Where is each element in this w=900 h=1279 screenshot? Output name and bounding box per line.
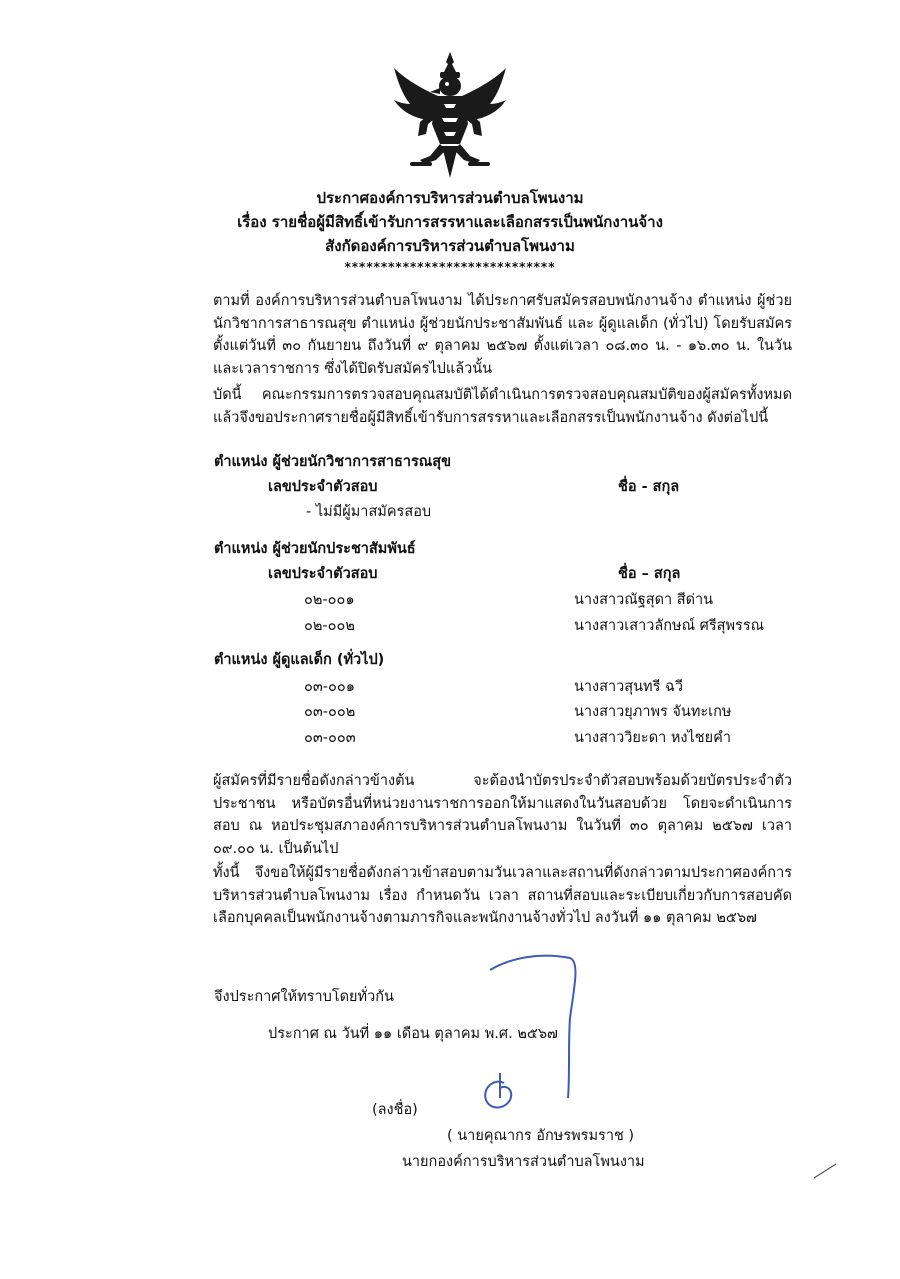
section3-title: ตำแหน่ง ผู้ดูแลเด็ก (ทั่วไป) <box>214 652 385 668</box>
header-subject: เรื่อง รายชื่อผู้มีสิทธิ์เข้ารับการสรรหาและเลือกสรรเป็นพนักงานจ้าง <box>237 213 663 231</box>
paragraph-3: ผู้สมัครที่มีรายชื่อดังกล่าวข้างต้น จะต้องนำบัตรประจำตัวสอบพร้อมด้วยบัตรประจำตัวประชาชน หรือบัตรอื่นที่หน่วยงานราชการออกให้มาแสดงในวันสอบด้วย โดยจะดำเนินการสอบ ณ หอประชุมสภาองค์การบริหารส่วนตำบลโพนงาม ในวันที่ ๓๐ ตุลาคม ๒๕๖๗ เวลา ๐๙.๐๐ น. เป็นต้นไป <box>213 773 792 857</box>
closing-paragraph-3 <box>116 770 792 860</box>
table-row-id: ๐๓-๐๐๒ <box>304 704 356 720</box>
garuda-emblem-icon <box>390 48 510 180</box>
table-row-id: ๐๒-๐๐๒ <box>304 618 355 634</box>
section1-title: ตำแหน่ง ผู้ช่วยนักวิชาการสาธารณสุข <box>214 454 451 470</box>
table-row-name: นางสาวณัฐสุดา สีด่าน <box>574 592 714 608</box>
announce-line: จึงประกาศให้ทราบโดยทั่วกัน <box>214 989 394 1005</box>
sign-label: (ลงชื่อ) <box>372 1102 418 1118</box>
paragraph-4: ทั้งนี้ จึงขอให้ผู้มีรายชื่อดังกล่าวเข้าสอบตามวันเวลาและสถานที่ดังกล่าวตามประกาศองค์การบริหารส่วนตำบลโพนงาม เรื่อง กำหนดวัน เวลา สถานที่สอบและระเบียบเกี่ยวกับการสอบคัดเลือกบุคคลเป็นพนักงานจ้างตามภารกิจและพนักงานจ้างทั่วไป ลงวันที่ ๑๑ ตุลาคม ๒๕๖๗ <box>213 865 792 926</box>
handwritten-signature-icon <box>470 948 600 1118</box>
table-row-id: ๐๒-๐๐๑ <box>304 592 355 608</box>
section2-col-id: เลขประจำตัวสอบ <box>268 566 378 582</box>
closing-paragraph-4 <box>116 862 792 930</box>
section1-col-id: เลขประจำตัวสอบ <box>268 479 378 495</box>
section2-col-name: ชื่อ – สกุล <box>618 566 681 582</box>
stray-mark-icon <box>810 1160 840 1182</box>
paragraph-2: บัดนี้ คณะกรรมการตรวจสอบคุณสมบัติได้ดำเนินการตรวจสอบคุณสมบัติของผู้สมัครทั้งหมด แล้วจึงขอประกาศรายชื่อผู้มีสิทธิ์เข้ารับการสรรหาและเลือกสรรเป็นพนักงานจ้าง ดังต่อไปนี้ <box>213 387 792 426</box>
table-row-id: ๐๓-๐๐๓ <box>304 730 356 746</box>
section1-note: - ไม่มีผู้มาสมัครสอบ <box>306 504 432 520</box>
intro-paragraphs <box>116 290 792 429</box>
header-line-1: ประกาศองค์การบริหารส่วนตำบลโพนงาม <box>316 189 584 207</box>
section1-col-name: ชื่อ - สกุล <box>618 479 680 495</box>
header-divider: ***************************** <box>344 260 556 274</box>
table-row-id: ๐๓-๐๐๑ <box>304 679 355 695</box>
date-line: ประกาศ ณ วันที่ ๑๑ เดือน ตุลาคม พ.ศ. ๒๕๖๗ <box>268 1026 558 1042</box>
signer-title: นายกองค์การบริหารส่วนตำบลโพนงาม <box>402 1154 645 1170</box>
table-row-name: นางสาวยุภาพร จันทะเกษ <box>574 704 732 720</box>
table-row-name: นางสาวสุนทรี ฉวี <box>574 679 684 695</box>
header-line-3: สังกัดองค์การบริหารส่วนตำบลโพนงาม <box>325 237 575 255</box>
table-row-name: นางสาววิยะดา หงไชยคำ <box>574 730 731 746</box>
table-row-name: นางสาวเสาวลักษณ์ ศรีสุพรรณ <box>574 618 765 634</box>
paragraph-1: ตามที่ องค์การบริหารส่วนตำบลโพนงาม ได้ประกาศรับสมัครสอบพนักงานจ้าง ตำแหน่ง ผู้ช่วยนักวิชาการสาธารณสุข ตำแหน่ง ผู้ช่วยนักประชาสัมพันธ์ และ ผู้ดูแลเด็ก (ทั่วไป) โดยรับสมัครตั้งแต่วันที่ ๓๐ กันยายน ถึงวันที่ ๙ ตุลาคม ๒๕๖๗ ตั้งแต่เวลา ๐๘.๓๐ น. - ๑๖.๓๐ น. ในวันและเวลาราชการ ซึ่งได้ปิดรับสมัครไปแล้วนั้น <box>213 293 792 377</box>
signer-name: ( นายคุณากร อักษรพรมราช ) <box>447 1128 635 1144</box>
section2-title: ตำแหน่ง ผู้ช่วยนักประชาสัมพันธ์ <box>214 541 416 557</box>
